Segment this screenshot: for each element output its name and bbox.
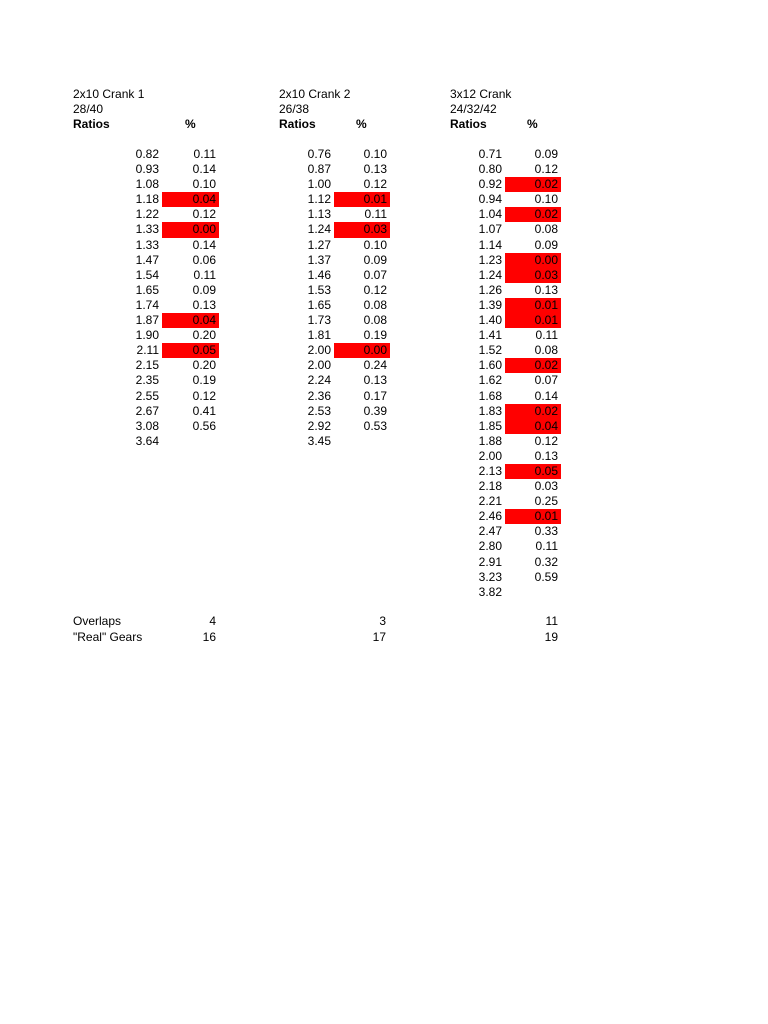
gear-ratio-value: 1.74 (135, 297, 159, 312)
gear-pct-value: 0.20 (192, 328, 216, 343)
gear-pct-value: 0.17 (363, 388, 387, 403)
gear-ratio-value: 1.07 (478, 222, 502, 237)
gear-ratio-value: 1.65 (307, 297, 331, 312)
real-gears-value-crank-3: 19 (544, 630, 558, 644)
overlaps-row (73, 613, 573, 629)
gear-pct-value: 0.25 (534, 494, 558, 509)
gear-pct-value: 0.41 (192, 403, 216, 418)
real-gears-value-crank-1: 16 (202, 630, 216, 644)
gear-ratio-value: 1.88 (478, 433, 502, 448)
gear-ratio-value: 1.90 (135, 328, 159, 343)
gear-ratio-value: 1.24 (478, 267, 502, 282)
gear-pct-value: 0.07 (363, 267, 387, 282)
gear-ratio-value: 1.65 (135, 282, 159, 297)
gear-ratio-value: 1.52 (478, 343, 502, 358)
gear-pct-value-overlap: 0.02 (505, 207, 561, 222)
gear-pct-value-overlap: 0.00 (505, 253, 561, 268)
gear-ratio-value: 1.23 (478, 252, 502, 267)
gear-pct-value: 0.03 (534, 479, 558, 494)
gear-ratio-value: 2.47 (478, 524, 502, 539)
gear-pct-value-overlap: 0.01 (505, 298, 561, 313)
gear-pct-value: 0.19 (363, 328, 387, 343)
gear-ratio-value: 0.87 (307, 162, 331, 177)
ratios-header: Ratios (73, 117, 110, 131)
gear-ratio-value: 1.22 (135, 207, 159, 222)
overlaps-value-crank-3: 11 (545, 614, 558, 628)
pct-header: % (527, 117, 538, 131)
summary-block (73, 613, 573, 645)
gear-pct-value: 0.13 (363, 373, 387, 388)
gear-pct-value: 0.12 (363, 282, 387, 297)
gear-pct-value-overlap: 0.00 (334, 343, 390, 358)
gear-ratio-value: 2.91 (478, 554, 502, 569)
gear-pct-value: 0.12 (534, 433, 558, 448)
gear-pct-value-overlap: 0.01 (505, 313, 561, 328)
gear-ratio-value: 1.73 (307, 313, 331, 328)
gear-pct-value-overlap: 0.01 (505, 509, 561, 524)
gear-pct-value: 0.12 (192, 207, 216, 222)
gear-ratio-value: 0.94 (478, 192, 502, 207)
gear-pct-value: 0.10 (363, 237, 387, 252)
gear-ratio-value: 2.36 (307, 388, 331, 403)
pct-header: % (185, 117, 196, 131)
gear-ratio-value: 1.46 (307, 267, 331, 282)
gear-pct-value-overlap: 0.04 (505, 419, 561, 434)
gear-pct-value: 0.11 (535, 328, 558, 343)
gear-pct-value: 0.12 (363, 177, 387, 192)
gear-pct-value: 0.07 (534, 373, 558, 388)
gear-pct-value: 0.09 (192, 282, 216, 297)
gear-pct-value: 0.11 (193, 267, 216, 282)
gear-ratio-value: 3.82 (478, 584, 502, 599)
group-title: 3x12 Crank (450, 87, 512, 101)
overlaps-label: Overlaps (73, 614, 122, 628)
gear-pct-value: 0.11 (193, 147, 216, 161)
gear-ratio-value: 1.27 (307, 237, 331, 252)
gear-ratio-value: 2.00 (307, 343, 331, 358)
gear-pct-value: 0.13 (534, 448, 558, 463)
real-gears-row (73, 629, 573, 645)
gear-ratio-value: 2.80 (478, 539, 502, 554)
gear-ratio-value: 0.80 (478, 162, 502, 177)
gear-pct-value: 0.08 (363, 297, 387, 312)
gear-ratio-value: 3.08 (135, 418, 159, 433)
gear-pct-value: 0.14 (534, 388, 558, 403)
gear-ratio-value: 2.00 (478, 448, 502, 463)
gear-pct-value: 0.13 (363, 162, 387, 177)
gear-ratio-value: 1.39 (478, 297, 502, 312)
gear-ratio-value: 1.40 (478, 313, 502, 328)
real-gears-value-crank-2: 17 (372, 630, 386, 644)
gear-pct-value: 0.08 (534, 222, 558, 237)
gear-pct-value: 0.13 (192, 297, 216, 312)
gear-ratio-value: 0.92 (478, 177, 502, 192)
gear-ratio-value: 1.41 (478, 328, 502, 343)
gear-ratio-value: 1.18 (135, 192, 159, 207)
gear-ratio-value: 2.18 (478, 479, 502, 494)
gear-pct-value: 0.08 (534, 343, 558, 358)
gear-pct-value-overlap: 0.05 (162, 343, 219, 358)
gear-ratio-value: 2.13 (478, 463, 502, 478)
gear-pct-value-overlap: 0.02 (505, 177, 561, 192)
gear-ratio-value: 2.67 (135, 403, 159, 418)
gear-ratio-value: 1.60 (478, 358, 502, 373)
gear-pct-value-overlap: 0.02 (505, 358, 561, 373)
gear-pct-value: 0.19 (192, 373, 216, 388)
gear-ratio-value: 1.33 (135, 237, 159, 252)
gear-pct-value: 0.33 (534, 524, 558, 539)
group-title: 2x10 Crank 2 (279, 87, 351, 101)
gear-pct-value: 0.09 (534, 237, 558, 252)
gear-ratio-value: 1.08 (135, 177, 159, 192)
gear-pct-value: 0.24 (363, 358, 387, 373)
gear-ratio-value: 2.11 (136, 343, 159, 358)
gear-ratio-value: 1.83 (478, 403, 502, 418)
gear-pct-value: 0.14 (192, 237, 216, 252)
gear-ratio-value: 1.33 (135, 222, 159, 237)
gear-pct-value: 0.11 (535, 539, 558, 554)
pct-header: % (356, 117, 367, 131)
gear-pct-value: 0.10 (192, 177, 216, 192)
gear-pct-value: 0.14 (192, 162, 216, 177)
gear-ratio-value: 1.47 (135, 252, 159, 267)
ratios-header: Ratios (450, 117, 487, 131)
gear-pct-value: 0.09 (363, 252, 387, 267)
overlaps-value-crank-2: 3 (379, 614, 386, 628)
gear-ratio-value: 3.45 (307, 433, 331, 448)
gear-pct-value-overlap: 0.00 (162, 222, 219, 237)
gear-pct-value: 0.56 (192, 418, 216, 433)
group-chainrings: 28/40 (73, 102, 104, 116)
ratios-header: Ratios (279, 117, 316, 131)
gear-ratio-value: 2.24 (307, 373, 331, 388)
group-chainrings: 26/38 (279, 102, 310, 116)
gear-pct-value: 0.06 (192, 252, 216, 267)
gear-ratio-value: 1.26 (478, 282, 502, 297)
group-chainrings: 24/32/42 (450, 102, 497, 116)
gear-ratio-value: 0.76 (307, 147, 331, 161)
gear-pct-value: 0.08 (363, 313, 387, 328)
gear-ratio-value: 1.62 (478, 373, 502, 388)
gear-pct-value-overlap: 0.01 (334, 192, 390, 207)
group-title: 2x10 Crank 1 (73, 87, 145, 101)
gear-ratio-value: 2.00 (307, 358, 331, 373)
gear-ratio-value: 3.23 (478, 569, 502, 584)
gear-pct-value: 0.53 (363, 418, 387, 433)
gear-pct-value-overlap: 0.04 (162, 313, 219, 328)
gear-ratio-value: 1.00 (307, 177, 331, 192)
gear-ratio-value: 2.92 (307, 418, 331, 433)
gear-ratio-value: 2.53 (307, 403, 331, 418)
real-gears-label: "Real" Gears (73, 630, 143, 644)
gear-pct-value: 0.32 (534, 554, 558, 569)
gear-ratio-value: 1.87 (135, 313, 159, 328)
gear-pct-value-overlap: 0.03 (505, 268, 561, 283)
gear-ratio-value: 2.21 (478, 494, 502, 509)
gear-ratio-value: 2.55 (135, 388, 159, 403)
gear-pct-value: 0.11 (364, 207, 387, 222)
gear-ratio-value: 1.13 (307, 207, 331, 222)
gear-ratio-value: 0.93 (135, 162, 159, 177)
gear-ratio-value: 3.64 (135, 433, 159, 448)
gear-ratio-value: 1.54 (135, 267, 159, 282)
gear-pct-value: 0.10 (363, 147, 387, 161)
gear-pct-value: 0.10 (534, 192, 558, 207)
gear-pct-value: 0.13 (534, 282, 558, 297)
gear-ratio-value: 1.85 (478, 418, 502, 433)
gear-pct-value-overlap: 0.02 (505, 404, 561, 419)
gear-pct-value: 0.20 (192, 358, 216, 373)
gear-ratio-value: 2.46 (478, 509, 502, 524)
gear-ratio-value: 1.24 (307, 222, 331, 237)
gear-pct-value: 0.39 (363, 403, 387, 418)
gear-pct-value: 0.59 (534, 569, 558, 584)
overlaps-value-crank-1: 4 (209, 614, 216, 628)
gear-ratio-value: 2.15 (135, 358, 159, 373)
gear-pct-value: 0.09 (534, 147, 558, 161)
gear-ratio-value: 1.12 (307, 192, 331, 207)
gear-ratio-value: 1.37 (307, 252, 331, 267)
gear-ratio-value: 0.82 (135, 147, 159, 161)
gear-pct-value: 0.12 (534, 162, 558, 177)
gear-pct-value-overlap: 0.03 (334, 222, 390, 237)
gear-ratio-value: 1.81 (307, 328, 331, 343)
gear-ratio-value: 1.53 (307, 282, 331, 297)
gear-pct-value-overlap: 0.05 (505, 464, 561, 479)
gear-ratio-value: 0.71 (478, 147, 502, 161)
gear-pct-value-overlap: 0.04 (162, 192, 219, 207)
gear-pct-value: 0.12 (192, 388, 216, 403)
gear-ratio-value: 1.14 (478, 237, 502, 252)
gear-ratio-value: 1.04 (478, 207, 502, 222)
gear-ratio-value: 2.35 (135, 373, 159, 388)
gear-ratio-value: 1.68 (478, 388, 502, 403)
